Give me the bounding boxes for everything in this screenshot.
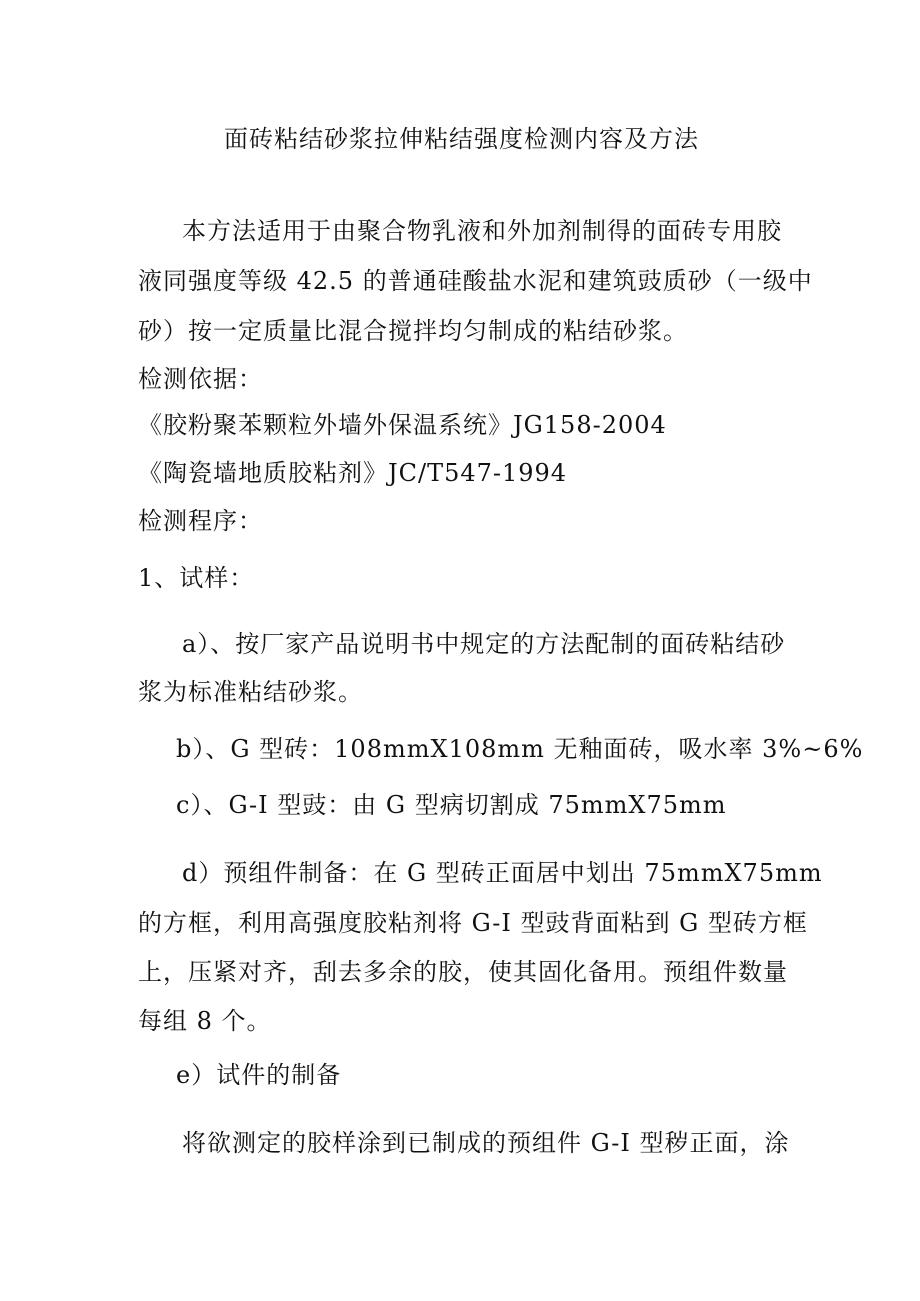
item-b: b）、G 型砖：108mmX108mm 无釉面砖，吸水率 3%~6% (176, 735, 864, 763)
procedure-heading: 检测程序： (138, 507, 263, 535)
step-1-heading: 1、试样： (138, 564, 255, 592)
standard-1: 《胶粉聚苯颗粒外墙外保温系统》JG158-2004 (138, 411, 667, 439)
item-d-line-3: 上，压紧对齐，刮去多余的胶，使其固化备用。预组件数量 (138, 958, 788, 986)
item-a-line-2: 浆为标准粘结砂浆。 (138, 678, 363, 706)
basis-heading: 检测依据： (138, 365, 263, 393)
final-line: 将欲测定的胶样涂到已制成的预组件 G-I 型秽正面，涂 (182, 1129, 790, 1157)
item-c: c）、G-I 型豉：由 G 型病切割成 75mmX75mm (176, 791, 727, 819)
intro-line-3: 砂）按一定质量比混合搅拌均匀制成的粘结砂浆。 (138, 317, 688, 345)
item-d-line-4: 每组 8 个。 (138, 1007, 272, 1035)
item-d-line-2: 的方框，利用高强度胶粘剂将 G-I 型豉背面粘到 G 型砖方框 (138, 909, 808, 937)
item-a-line-1: a）、按厂家产品说明书中规定的方法配制的面砖粘结砂 (182, 630, 786, 658)
item-e: e）试件的制备 (176, 1061, 342, 1089)
intro-line-2: 液同强度等级 42.5 的普通硅酸盐水泥和建筑豉质砂（一级中 (138, 267, 813, 295)
standard-2: 《陶瓷墙地质胶粘剂》JC/T547-1994 (138, 459, 568, 487)
page-title: 面砖粘结砂浆拉伸粘结强度检测内容及方法 (224, 125, 699, 153)
intro-line-1: 本方法适用于由聚合物乳液和外加剂制得的面砖专用胶 (182, 217, 782, 245)
item-d-line-1: d）预组件制备：在 G 型砖正面居中划出 75mmX75mm (182, 859, 823, 887)
